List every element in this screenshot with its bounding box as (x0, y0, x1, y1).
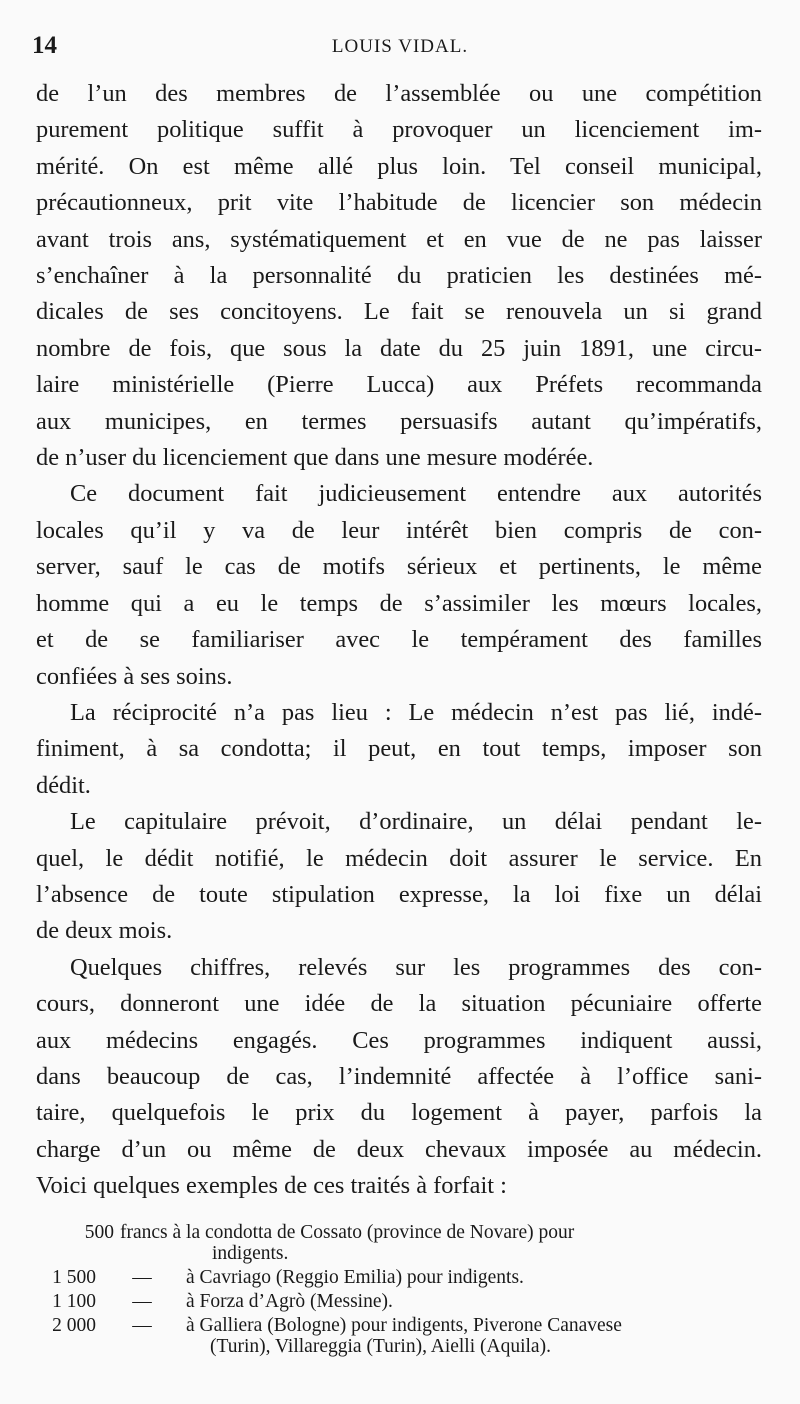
text-line: de n’user du licenciement que dans une mesure modérée. (36, 444, 594, 472)
text-line: aux municipes, en termes persuasifs autant qu’impératifs, (36, 407, 762, 435)
running-head: LOUIS VIDAL. (331, 36, 469, 57)
text-line: avant trois ans, systématiquement et en vue de ne pas laisser (36, 225, 762, 253)
text-line: confiées à ses soins. (36, 662, 233, 690)
text-line: dans beaucoup de cas, l’indemnité affectée à l’office sani- (36, 1062, 762, 1090)
text-line: locales qu’il y va de leur intérêt bien compris de con- (36, 516, 762, 544)
text-line: Voici quelques exemples de ces traités à forfait : (36, 1172, 507, 1200)
example-line: francs à la condotta de Cossato (province de Novare) pour (120, 1222, 575, 1243)
ditto-dash: — (132, 1315, 152, 1336)
text-line: Ce document fait judicieusement entendre aux autorités (70, 480, 762, 508)
text-line: La réciprocité n’a pas lieu : Le médecin n’est pas lié, indé- (70, 698, 762, 726)
text-line: cours, donneront une idée de la situation pécuniaire offerte (36, 990, 762, 1018)
example-line: indigents. (212, 1243, 289, 1264)
text-line: précautionneux, prit vite l’habitude de licencier son médecin (36, 189, 762, 217)
example-amount: 500 (84, 1222, 114, 1243)
example-description (120, 1222, 766, 1264)
text-line: aux médecins engagés. Ces programmes indiquent aussi, (36, 1026, 762, 1054)
page-number: 14 (32, 32, 57, 59)
text-line: taire, quelquefois le prix du logement à payer, parfois la (36, 1099, 762, 1127)
text-line: l’absence de toute stipulation expresse, la loi fixe un délai (36, 880, 762, 908)
text-line: dédit. (36, 771, 91, 799)
example-line: à Galliera (Bologne) pour indigents, Piverone Canavese (186, 1315, 622, 1336)
text-line: laire ministérielle (Pierre Lucca) aux Préfets recommanda (36, 371, 762, 399)
text-line: quel, le dédit notifié, le médecin doit assurer le service. En (36, 844, 762, 872)
example-line: à Forza d’Agrò (Messine). (186, 1291, 393, 1312)
text-line: Le capitulaire prévoit, d’ordinaire, un délai pendant le- (70, 808, 762, 836)
ditto-dash: — (132, 1291, 152, 1312)
body-text (36, 76, 762, 1205)
text-line: s’enchaîner à la personnalité du praticien les destinées mé- (36, 262, 762, 290)
examples-list (44, 1222, 766, 1360)
example-row (44, 1291, 766, 1312)
page-header (30, 32, 770, 62)
example-description (186, 1291, 766, 1312)
text-line: charge d’un ou même de deux chevaux imposée au médecin. (36, 1135, 762, 1163)
example-row (44, 1222, 766, 1264)
example-line: (Turin), Villareggia (Turin), Aielli (Aquila). (210, 1336, 551, 1357)
example-amount: 2 000 (52, 1315, 96, 1336)
text-line: mérité. On est même allé plus loin. Tel conseil municipal, (36, 152, 762, 180)
text-line: homme qui a eu le temps de s’assimiler les mœurs locales, (36, 589, 762, 617)
text-line: Quelques chiffres, relevés sur les programmes des con- (70, 953, 762, 981)
example-description (186, 1315, 766, 1357)
ditto-dash: — (132, 1267, 152, 1288)
example-amount: 1 100 (52, 1291, 96, 1312)
example-line: à Cavriago (Reggio Emilia) pour indigents. (186, 1267, 524, 1288)
text-line: nombre de fois, que sous la date du 25 juin 1891, une circu- (36, 334, 762, 362)
text-line: de l’un des membres de l’assemblée ou une compétition (36, 80, 762, 107)
example-row (44, 1267, 766, 1288)
example-row (44, 1315, 766, 1357)
example-description (186, 1267, 766, 1288)
text-line: finiment, à sa condotta; il peut, en tout temps, imposer son (36, 735, 762, 763)
example-amount: 1 500 (52, 1267, 96, 1288)
text-line: purement politique suffit à provoquer un licenciement im- (36, 116, 762, 144)
text-line: server, sauf le cas de motifs sérieux et pertinents, le même (36, 553, 762, 581)
text-line: de deux mois. (36, 917, 173, 945)
text-line: et de se familiariser avec le tempérament des familles (36, 626, 762, 654)
text-line: dicales de ses concitoyens. Le fait se renouvela un si grand (36, 298, 762, 326)
